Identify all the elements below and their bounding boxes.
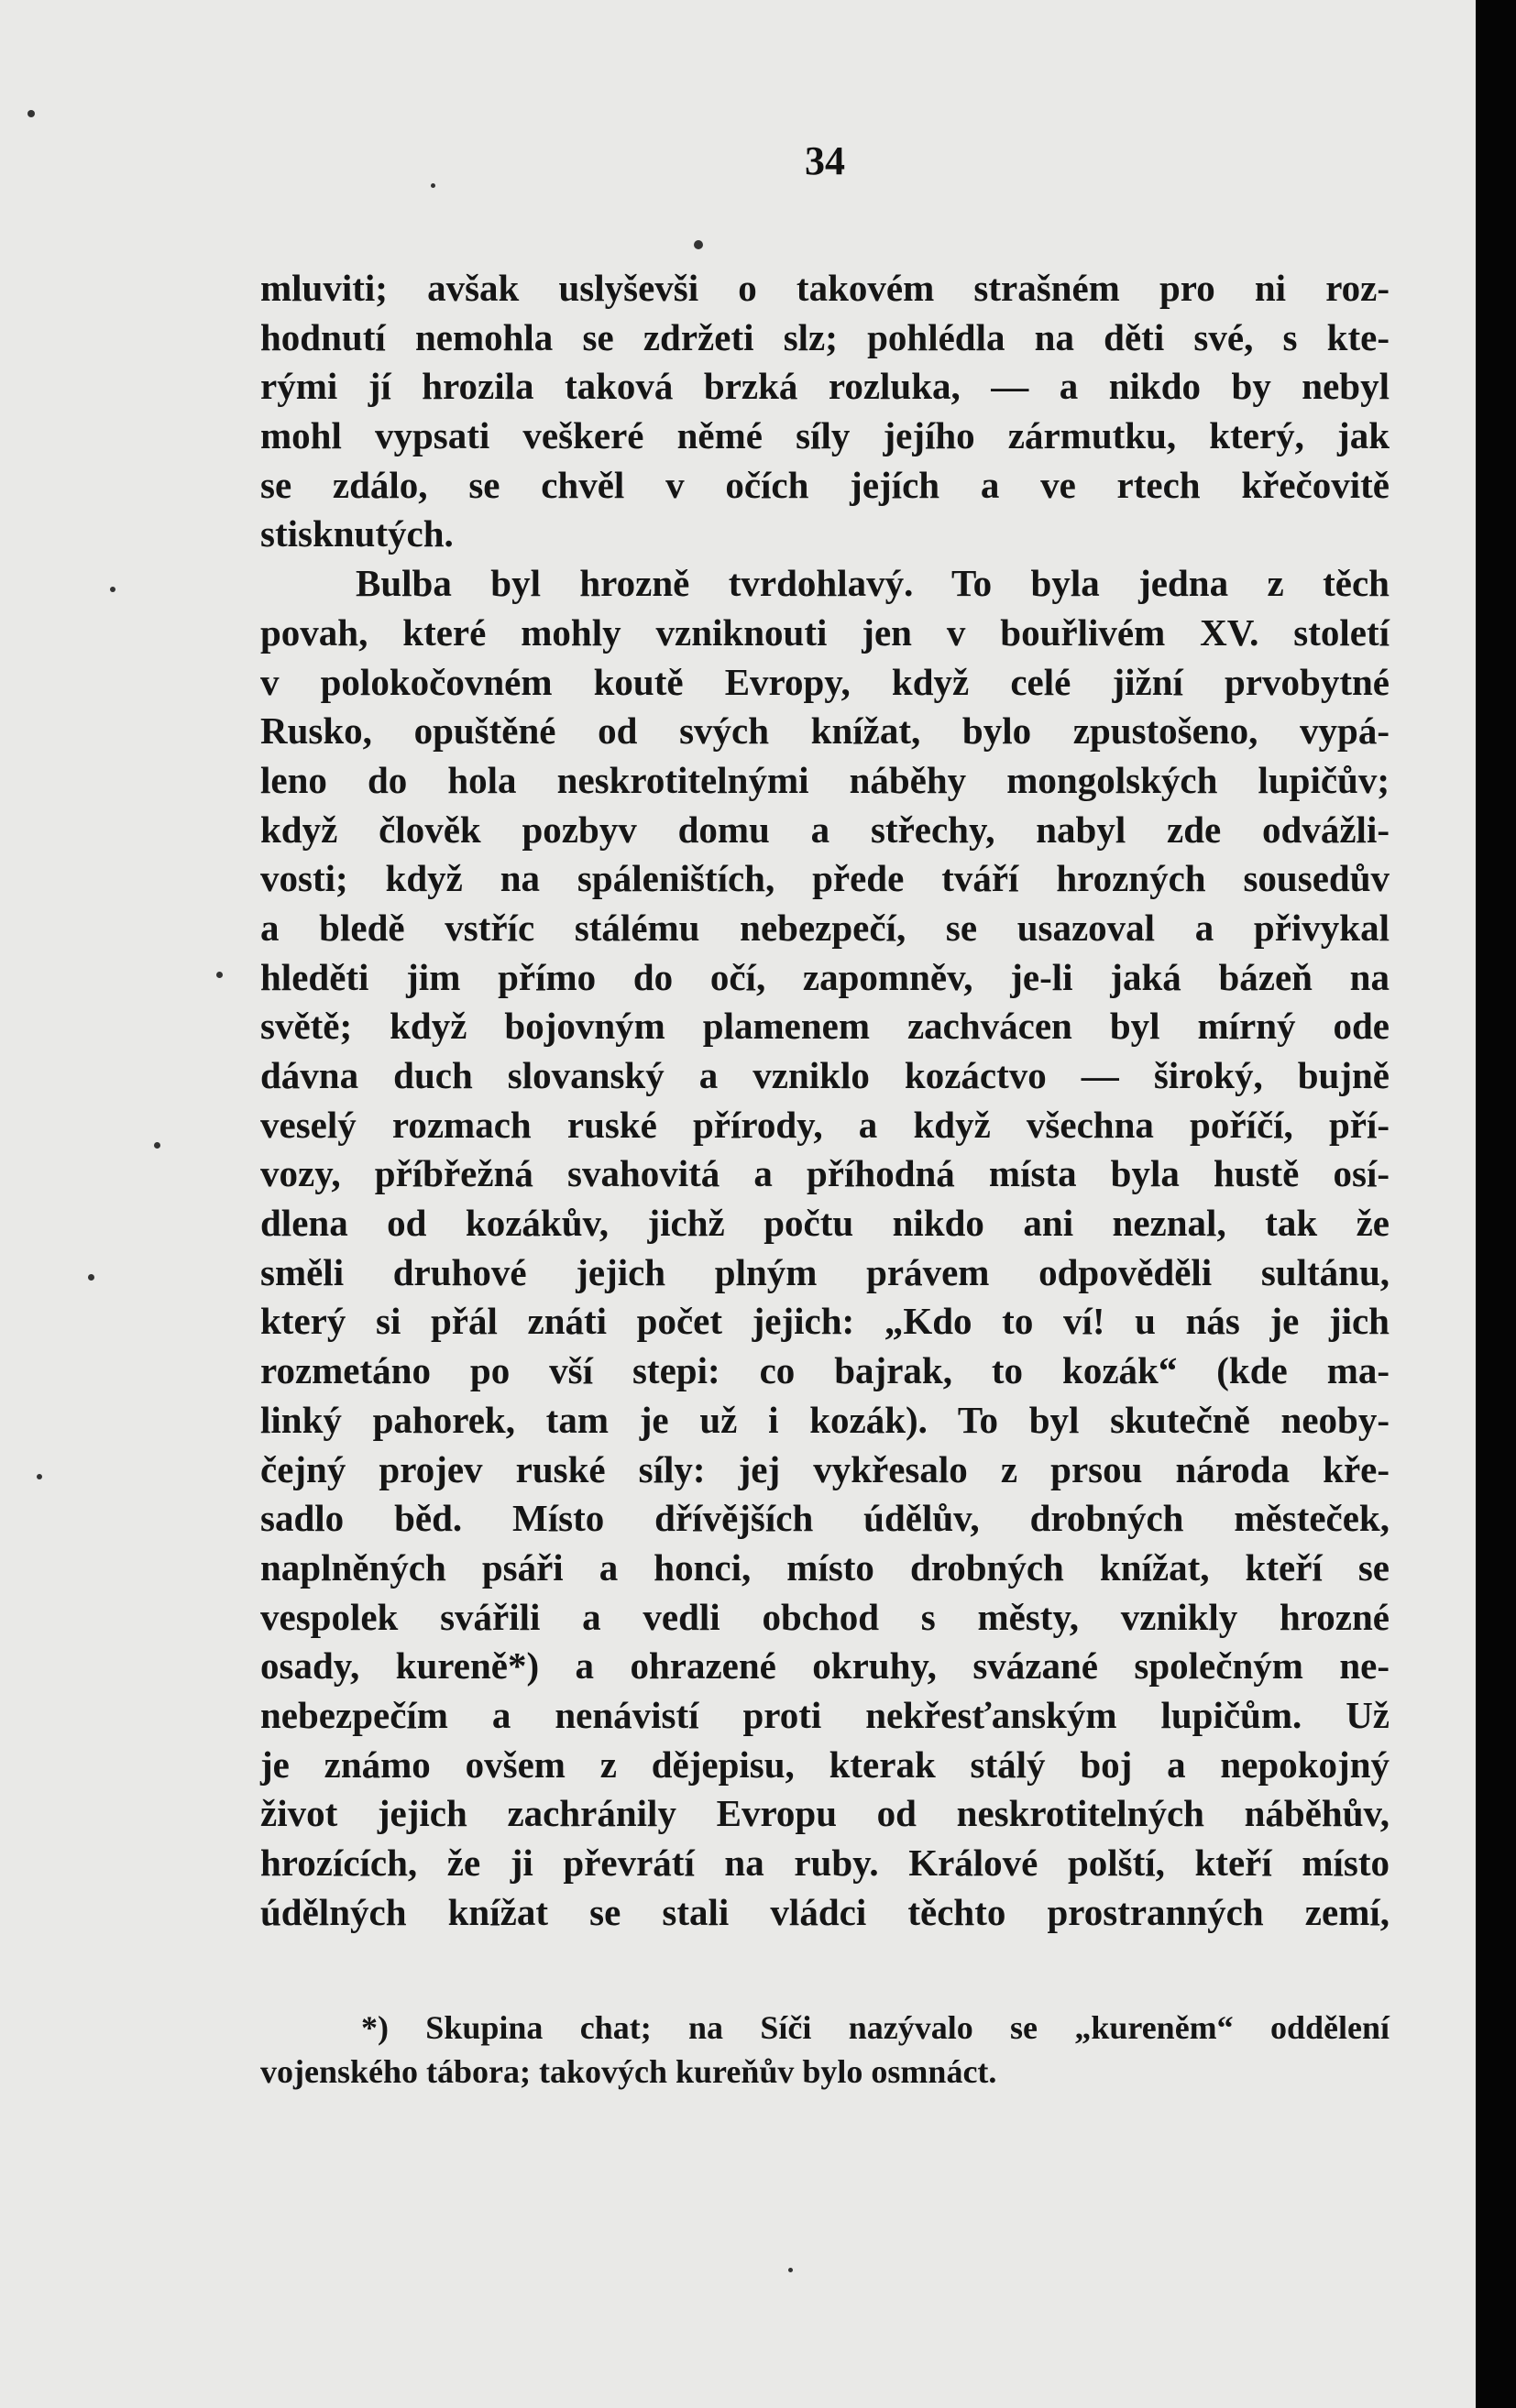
text-line: rozmetáno po vší stepi: co bajrak, to kozák“ (kde ma-	[260, 1349, 1390, 1392]
footnote	[260, 2006, 1390, 2094]
text-line: dávna duch slovanský a vzniklo kozáctvo — široký, bujně	[260, 1054, 1390, 1096]
text-line: vozy, příbřežná svahovitá a příhodná místa byla hustě osí-	[260, 1152, 1390, 1195]
text-line: leno do hola neskrotitelnými náběhy mongolských lupičův;	[260, 758, 1390, 801]
scan-speck	[431, 183, 435, 188]
text-line: hodnutí nemohla se zdržeti slz; pohlédla na děti své, s kte-	[260, 315, 1390, 358]
text-line: čejný projev ruské síly: jej vykřesalo z prsou národa kře-	[260, 1447, 1390, 1490]
scan-speck	[788, 2268, 793, 2272]
footnote-line: vojenského tábora; takových kureňův bylo osmnáct.	[260, 2053, 997, 2090]
text-line: světě; když bojovným plamenem zachvácen byl mírný ode	[260, 1005, 1390, 1048]
text-line: údělných knížat se stali vládci těchto prostranných zemí,	[260, 1890, 1390, 1933]
text-line: naplněných psáři a honci, místo drobných knížat, kteří se	[260, 1545, 1390, 1589]
scan-speck	[27, 110, 35, 117]
text-line: Bulba byl hrozně tvrdohlavý. To byla jedna z těch	[356, 562, 1390, 605]
text-line: který si přál znáti počet jejich: „Kdo to ví! u nás je jich	[260, 1300, 1390, 1343]
text-line: veselý rozmach ruské přírody, a když všechna poříčí, pří-	[260, 1103, 1390, 1146]
text-line: vosti; když na spáleništích, přede tváří hrozných sousedův	[260, 857, 1390, 900]
text-line: mohl vypsati veškeré němé síly jejího zármutku, který, jak	[260, 414, 1390, 457]
footnote-line: *) Skupina chat; na Síči nazývalo se „kureněm“ oddělení	[361, 2009, 1390, 2046]
text-line: linký pahorek, tam je už i kozák). To byl skutečně neoby-	[260, 1398, 1390, 1441]
text-line: hrozících, že ji převrátí na ruby. Králové polští, kteří místo	[260, 1842, 1390, 1884]
text-line: Rusko, opuštěné od svých knížat, bylo zpustošeno, vypá-	[260, 709, 1390, 753]
text-line: hleděti jim přímo do očí, zapomněv, je-li jaká bázeň na	[260, 955, 1390, 998]
body-text	[260, 264, 1390, 1937]
text-line: dlena od kozákův, jichž počtu nikdo ani neznal, tak že	[260, 1202, 1390, 1245]
text-line: v polokočovném koutě Evropy, když celé jižní prvobytné	[260, 660, 1390, 703]
text-line: vespolek svářili a vedli obchod s městy, vznikly hrozné	[260, 1595, 1390, 1638]
scan-speck	[37, 1474, 42, 1479]
text-line: život jejich zachránily Evropu od neskrotitelných náběhův,	[260, 1792, 1390, 1835]
text-line: sadlo běd. Místo dřívějších údělův, drobných městeček,	[260, 1497, 1390, 1540]
text-line: stisknutých.	[260, 512, 454, 555]
page-edge-shadow	[1476, 0, 1516, 2408]
scan-speck	[88, 1274, 94, 1281]
text-line: když člověk pozbyv domu a střechy, nabyl zde odvážli-	[260, 808, 1390, 851]
text-line: nebezpečím a nenávistí proti nekřesťanským lupičům. Už	[260, 1693, 1390, 1736]
scan-speck	[154, 1142, 160, 1149]
text-line: je známo ovšem z dějepisu, kterak stálý boj a nepokojný	[260, 1743, 1390, 1786]
text-line: mluviti; avšak uslyševši o takovém strašném pro ni roz-	[260, 267, 1390, 309]
scan-speck	[110, 587, 115, 592]
text-line: a bledě vstříc stálému nebezpečí, se usazoval a přivykal	[260, 906, 1390, 949]
text-line: povah, které mohly vzniknouti jen v bouřlivém XV. století	[260, 610, 1390, 654]
text-line: rými jí hrozila taková brzká rozluka, — a nikdo by nebyl	[260, 365, 1390, 408]
text-line: osady, kureně*) a ohrazené okruhy, svázané společným ne-	[260, 1644, 1390, 1688]
text-line: směli druhové jejich plným právem odpověděli sultánu,	[260, 1250, 1390, 1293]
scan-speck	[694, 240, 703, 249]
text-line: se zdálo, se chvěl v očích jejích a ve rtech křečovitě	[260, 463, 1390, 506]
page-number: 34	[805, 138, 845, 183]
scan-speck	[216, 972, 223, 978]
